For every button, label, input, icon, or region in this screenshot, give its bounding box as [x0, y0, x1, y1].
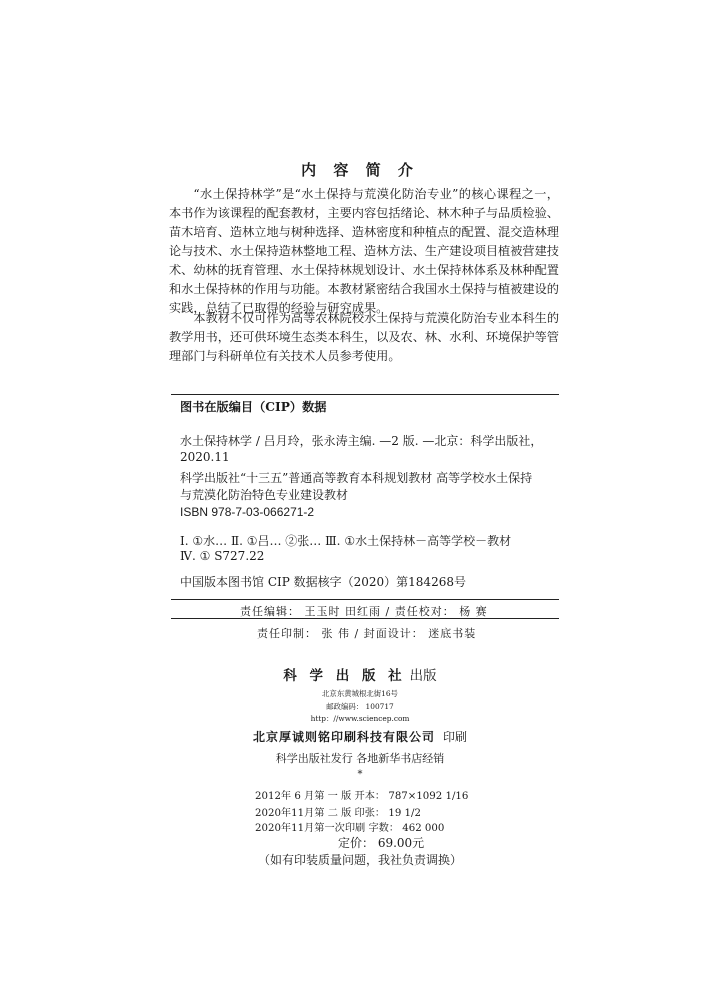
printer-role: 印刷	[443, 730, 468, 744]
publisher-postcode: 邮政编码： 100717	[326, 702, 394, 711]
edition-line-2: 2020年11月第 二 版 印张： 19 1/2	[255, 808, 421, 819]
printer-line	[0, 728, 720, 745]
publisher-role: 出版	[409, 668, 437, 684]
cip-series-line-2: 与荒漠化防治特色专业建设教材	[180, 488, 349, 502]
edition-line-3: 2020年11月第一次印刷 字数： 462 000	[255, 823, 445, 834]
credits-divider	[171, 618, 559, 619]
cip-heading: 图书在版编目（CIP）数据	[180, 400, 327, 414]
cip-bottom-rule	[171, 599, 559, 600]
summary-paragraph-2: 本教材不仅可作为高等农林院校水土保持与荒漠化防治专业本科生的教学用书，还可供环境生态类本科生，以及农、林、水利、环境保护等管理部门与科研单位有关技术人员参考使用。	[169, 311, 560, 363]
cip-bibliographic-line-2: 2020.11	[180, 450, 230, 464]
publisher-line	[0, 664, 720, 684]
distribution-line: 科学出版社发行 各地新华书店经销	[275, 752, 445, 765]
edition-line-1: 2012年 6 月第 一 版 开本： 787×1092 1/16	[255, 791, 469, 802]
publisher-address: 北京东黄城根北街16号	[322, 689, 398, 698]
cip-isbn: ISBN 978-7-03-066271-2	[180, 505, 315, 519]
cip-bibliographic-line-1: 水土保持林学 / 吕月玲，张永涛主编. —2 版. —北京：科学出版社，	[180, 434, 543, 448]
quality-notice: （如有印装质量问题，我社负责调换）	[257, 853, 462, 867]
credits-production: 责任印制： 张 伟 / 封面设计： 迷底书装	[257, 627, 477, 640]
summary-paragraph-1: “水土保持林学”是“水土保持与荒漠化防治专业”的核心课程之一，本书作为该课程的配套教材，主要内容包括绪论、林木种子与品质检验、苗木培育、造林立地与树种选择、造林密度和种植点的配置、混交造林理论与技术、水土保持造林整地工程、造林方法、生产建设项目植被营建技术、幼林的抚育管理、水土保持林规划设计、水土保持林体系及林种配置和水土保持林的作用与功能。本教材紧密结合我国水土保持与植被建设的实践，总结了已取得的经验与研究成果。	[169, 187, 559, 315]
cip-classification-line-1: Ⅰ. ①水… Ⅱ. ①吕… ②张… Ⅲ. ①水土保持林－高等学校－教材	[180, 534, 512, 548]
printer-name: 北京厚诚则铭印刷科技有限公司	[252, 730, 435, 744]
cip-series-line-1: 科学出版社“十三五”普通高等教育本科规划教材 高等学校水土保持	[180, 471, 533, 485]
cip-verification-number: 中国版本图书馆 CIP 数据核字（2020）第184268号	[180, 575, 466, 589]
page-title: 内 容 简 介	[301, 161, 419, 179]
publisher-name: 科 学 出 版 社	[283, 668, 406, 684]
publisher-url: http：//www.sciencep.com	[310, 714, 410, 723]
cip-top-rule	[171, 394, 559, 395]
cip-classification-line-2: Ⅳ. ① S727.22	[180, 549, 265, 563]
credits-editors: 责任编辑： 王玉时 田红雨 / 责任校对： 杨 赛	[240, 605, 488, 618]
separator-asterisk: *	[357, 769, 363, 780]
price: 定价： 69.00元	[338, 836, 425, 850]
